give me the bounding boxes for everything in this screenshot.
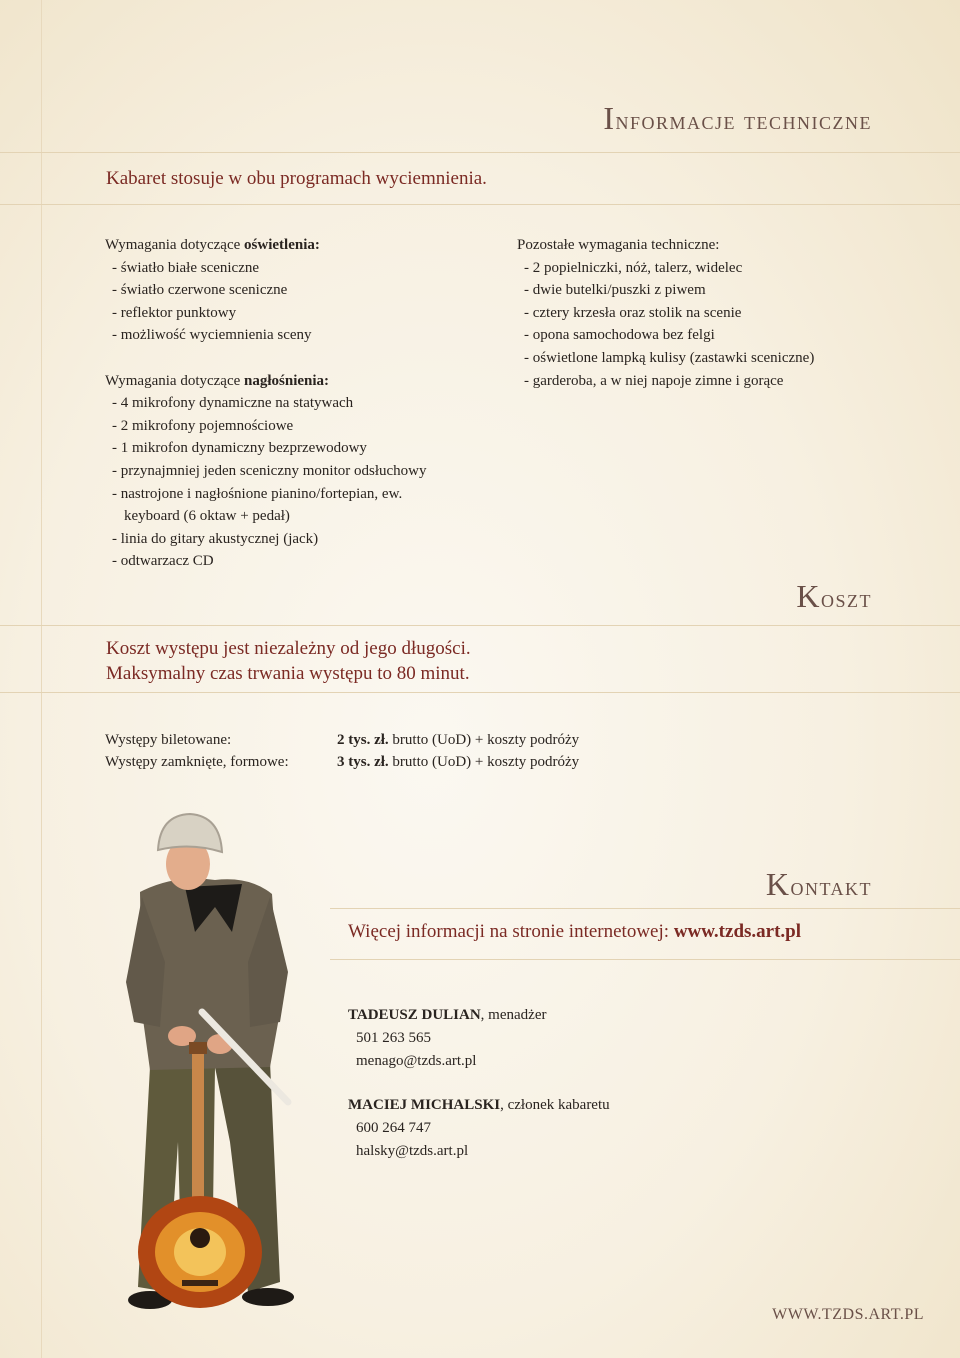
divider xyxy=(0,204,960,205)
list-item: - światło białe sceniczne xyxy=(112,259,260,276)
person-name: MACIEJ MICHALSKI xyxy=(348,1097,501,1113)
tech-lead: Kabaret stosuje w obu programach wyciemnienia. xyxy=(106,168,487,189)
list-item: - 2 popielniczki, nóż, talerz, widelec xyxy=(524,259,743,276)
list-item: - reflektor punktowy xyxy=(112,304,237,321)
list-item: - możliwość wyciemnienia sceny xyxy=(112,327,312,344)
person-phone: 600 264 747 xyxy=(356,1120,431,1136)
cost-price: 3 tys. zł. brutto (UoD) + koszty podróży xyxy=(337,754,580,770)
cost-lead: Koszt występu jest niezależny od jego długości. Maksymalny czas trwania występu to 80 minut. xyxy=(106,638,471,684)
list-item: - światło czerwone sceniczne xyxy=(112,282,288,299)
person-email[interactable]: menago@tzds.art.pl xyxy=(356,1053,477,1069)
list-item: - linia do gitary akustycznej (jack) xyxy=(112,530,319,547)
divider xyxy=(330,908,960,909)
divider xyxy=(0,152,960,153)
performer-photo xyxy=(120,812,310,1317)
list-item: - 1 mikrofon dynamiczny bezprzewodowy xyxy=(112,440,367,457)
cost-row xyxy=(105,751,289,774)
cost-label: Występy zamknięte, formowe: xyxy=(105,754,289,770)
divider xyxy=(0,625,960,626)
list-item: - odtwarzacz CD xyxy=(112,553,214,570)
list-item: - garderoba, a w niej napoje zimne i gorące xyxy=(524,372,784,389)
list-item: - dwie butelki/puszki z piwem xyxy=(524,282,706,299)
website-link[interactable]: www.tzds.art.pl xyxy=(673,921,802,942)
list-item: keyboard (6 oktaw + pedał) xyxy=(124,508,290,525)
requirements-right xyxy=(517,234,814,392)
list-item: - oświetlone lampką kulisy (zastawki sceniczne) xyxy=(524,349,815,366)
contact-lead: Więcej informacji na stronie internetowej: www.tzds.art.pl xyxy=(348,921,802,942)
footer-url[interactable]: WWW.TZDS.ART.PL xyxy=(772,1306,924,1323)
person-name: TADEUSZ DULIAN xyxy=(348,1007,481,1023)
person-phone: 501 263 565 xyxy=(356,1030,431,1046)
lighting-heading: Wymagania dotyczące oświetlenia: xyxy=(105,237,320,253)
other-heading: Pozostałe wymagania techniczne: xyxy=(517,237,720,253)
contact-person: MACIEJ MICHALSKI, członek kabaretu 600 264 747 halsky@tzds.art.pl xyxy=(348,1094,610,1163)
list-item: - przynajmniej jeden sceniczny monitor odsłuchowy xyxy=(112,462,427,479)
sound-heading: Wymagania dotyczące nagłośnienia: xyxy=(105,372,330,389)
section-title-contact: Kontakt xyxy=(765,866,872,902)
person-email[interactable]: halsky@tzds.art.pl xyxy=(356,1143,469,1159)
list-item: - nastrojone i nagłośnione pianino/fortepian, ew. xyxy=(112,485,403,502)
list-item: - 2 mikrofony pojemnościowe xyxy=(112,417,294,434)
section-title-tech: Informacje techniczne xyxy=(603,100,872,136)
section-title-cost: Koszt xyxy=(796,578,872,614)
divider xyxy=(0,692,960,693)
list-item: - opona samochodowa bez felgi xyxy=(524,327,715,344)
cost-label: Występy biletowane: xyxy=(105,732,232,748)
cost-row xyxy=(105,729,231,752)
list-item: - cztery krzesła oraz stolik na scenie xyxy=(524,304,742,321)
requirements-left xyxy=(105,234,427,573)
cost-price: 2 tys. zł. brutto (UoD) + koszty podróży xyxy=(337,732,580,748)
list-item: - 4 mikrofony dynamiczne na statywach xyxy=(112,395,354,412)
divider xyxy=(330,959,960,960)
contact-person: TADEUSZ DULIAN, menadżer 501 263 565 menago@tzds.art.pl xyxy=(348,1004,546,1073)
